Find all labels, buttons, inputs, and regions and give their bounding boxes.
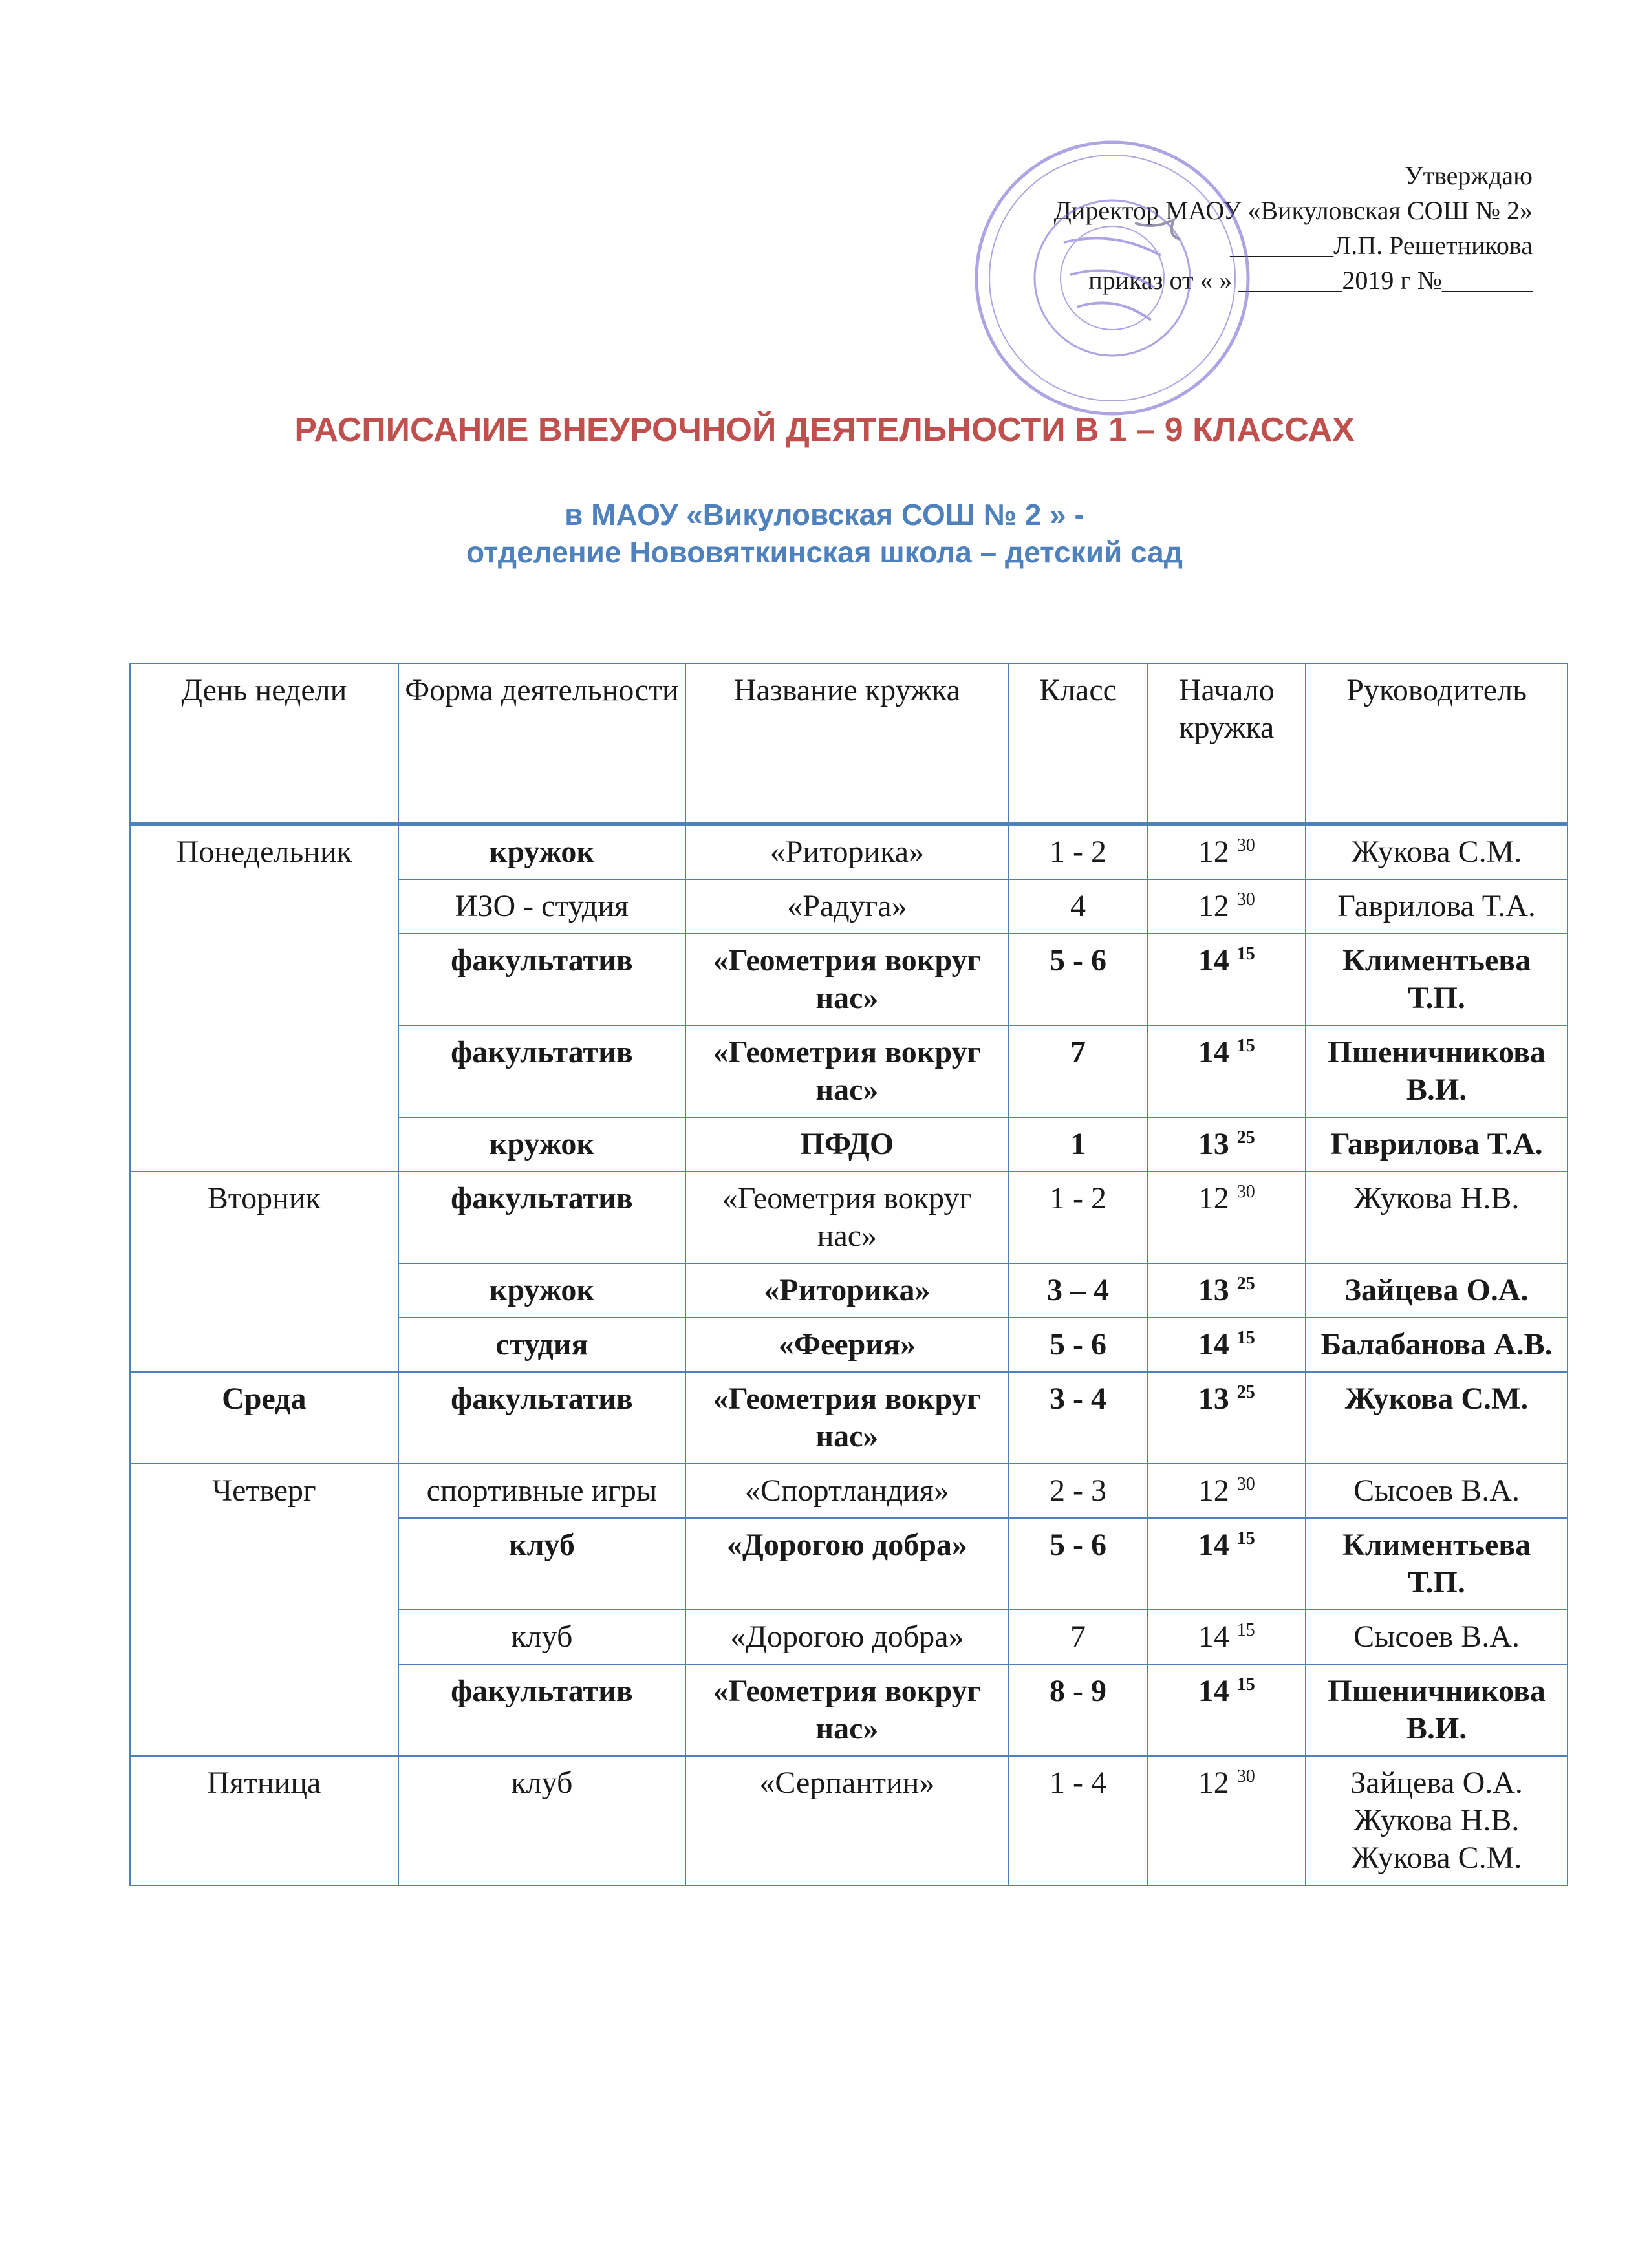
start-cell <box>1147 824 1306 879</box>
leader-cell <box>1306 1756 1568 1885</box>
start-cell <box>1147 1117 1306 1171</box>
form-cell: факультатив <box>398 1025 686 1117</box>
start-cell <box>1147 879 1306 934</box>
leader-line: Зайцева О.А. <box>1350 1766 1523 1800</box>
start-cell <box>1147 1756 1306 1885</box>
name-cell: «Дорогою добра» <box>685 1518 1008 1610</box>
start-minute: 15 <box>1236 1528 1255 1548</box>
form-cell: клуб <box>398 1518 686 1610</box>
start-cell <box>1147 934 1306 1025</box>
approval-line-2: Директор МАОУ «Викуловская СОШ № 2» <box>1053 196 1533 225</box>
table-row <box>130 1372 1568 1464</box>
start-hour: 13 <box>1198 1273 1229 1307</box>
start-cell <box>1147 1664 1306 1756</box>
name-cell: «Феерия» <box>685 1318 1008 1372</box>
start-minute: 25 <box>1236 1128 1255 1148</box>
page-title: РАСПИСАНИЕ ВНЕУРОЧНОЙ ДЕЯТЕЛЬНОСТИ В 1 – 9 КЛАССАХ <box>294 411 1355 449</box>
leader-cell: Климентьева Т.П. <box>1306 1518 1568 1610</box>
leader-cell: Сысоев В.А. <box>1306 1464 1568 1518</box>
class-cell: 7 <box>1009 1610 1148 1664</box>
form-cell: ИЗО - студия <box>398 879 686 934</box>
leader-cell: Зайцева О.А. <box>1306 1263 1568 1318</box>
header-leader: Руководитель <box>1306 663 1568 824</box>
start-hour: 14 <box>1198 1674 1229 1708</box>
start-hour: 12 <box>1198 1181 1229 1215</box>
start-hour: 12 <box>1198 889 1229 923</box>
day-cell: Вторник <box>130 1171 398 1372</box>
form-cell: факультатив <box>398 934 686 1025</box>
class-cell: 2 - 3 <box>1009 1464 1148 1518</box>
start-hour: 14 <box>1198 1035 1229 1069</box>
class-cell: 3 – 4 <box>1009 1263 1148 1318</box>
start-hour: 13 <box>1198 1382 1229 1416</box>
class-cell: 1 - 4 <box>1009 1756 1148 1885</box>
header-start: Начало кружка <box>1147 663 1306 824</box>
form-cell: кружок <box>398 824 686 879</box>
class-cell: 5 - 6 <box>1009 1518 1148 1610</box>
table-row <box>130 1171 1568 1263</box>
leader-cell: Гаврилова Т.А. <box>1306 879 1568 934</box>
name-cell: «Геометрия вокруг нас» <box>685 1171 1008 1263</box>
day-cell: Среда <box>130 1372 398 1464</box>
schedule-table <box>129 663 1568 1886</box>
start-cell <box>1147 1318 1306 1372</box>
start-minute: 25 <box>1236 1274 1255 1294</box>
start-minute: 30 <box>1236 1474 1255 1494</box>
start-cell <box>1147 1372 1306 1464</box>
subtitle-line-1: в МАОУ «Викуловская СОШ № 2 » - <box>565 498 1084 531</box>
name-cell: «Геометрия вокруг нас» <box>685 1025 1008 1117</box>
start-cell <box>1147 1518 1306 1610</box>
form-cell: клуб <box>398 1610 686 1664</box>
table-row <box>130 1464 1568 1518</box>
start-hour: 13 <box>1198 1127 1229 1161</box>
name-cell: ПФДО <box>685 1117 1008 1171</box>
name-cell: «Геометрия вокруг нас» <box>685 934 1008 1025</box>
form-cell: спортивные игры <box>398 1464 686 1518</box>
leader-line: Жукова С.М. <box>1351 1841 1522 1875</box>
name-cell: «Дорогою добра» <box>685 1610 1008 1664</box>
start-minute: 15 <box>1236 1328 1255 1348</box>
header-class: Класс <box>1009 663 1148 824</box>
start-minute: 15 <box>1236 1674 1255 1695</box>
name-cell: «Радуга» <box>685 879 1008 934</box>
form-cell: студия <box>398 1318 686 1372</box>
start-hour: 12 <box>1198 1473 1229 1508</box>
name-cell: «Риторика» <box>685 824 1008 879</box>
leader-cell: Пшеничникова В.И. <box>1306 1664 1568 1756</box>
leader-cell: Жукова Н.В. <box>1306 1171 1568 1263</box>
start-minute: 25 <box>1236 1382 1255 1402</box>
start-minute: 30 <box>1236 1766 1255 1786</box>
approval-line-1: Утверждаю <box>1405 161 1533 190</box>
form-cell: факультатив <box>398 1372 686 1464</box>
class-cell: 8 - 9 <box>1009 1664 1148 1756</box>
class-cell: 1 <box>1009 1117 1148 1171</box>
class-cell: 4 <box>1009 879 1148 934</box>
table-row <box>130 824 1568 879</box>
start-minute: 15 <box>1236 1620 1255 1640</box>
name-cell: «Серпантин» <box>685 1756 1008 1885</box>
start-cell <box>1147 1263 1306 1318</box>
class-cell: 1 - 2 <box>1009 1171 1148 1263</box>
class-cell: 7 <box>1009 1025 1148 1117</box>
leader-cell: Жукова С.М. <box>1306 824 1568 879</box>
leader-cell: Жукова С.М. <box>1306 1372 1568 1464</box>
leader-cell: Климентьева Т.П. <box>1306 934 1568 1025</box>
start-hour: 14 <box>1198 1327 1229 1362</box>
form-cell: факультатив <box>398 1171 686 1263</box>
start-cell <box>1147 1025 1306 1117</box>
start-hour: 14 <box>1198 1528 1229 1562</box>
header-form: Форма деятельности <box>398 663 686 824</box>
class-cell: 1 - 2 <box>1009 824 1148 879</box>
leader-line: Жукова Н.В. <box>1353 1803 1520 1837</box>
official-seal-icon <box>967 133 1258 423</box>
start-minute: 30 <box>1236 890 1255 910</box>
table-row <box>130 1756 1568 1885</box>
start-cell <box>1147 1171 1306 1263</box>
start-cell <box>1147 1610 1306 1664</box>
approval-line-4: приказ от « » ________2019 г №_______ <box>1088 266 1533 295</box>
start-hour: 12 <box>1198 1766 1229 1800</box>
form-cell: факультатив <box>398 1664 686 1756</box>
start-minute: 30 <box>1236 1182 1255 1202</box>
day-cell: Пятница <box>130 1756 398 1885</box>
class-cell: 5 - 6 <box>1009 1318 1148 1372</box>
name-cell: «Спортландия» <box>685 1464 1008 1518</box>
leader-cell: Балабанова А.В. <box>1306 1318 1568 1372</box>
start-minute: 30 <box>1236 835 1255 855</box>
start-minute: 15 <box>1236 944 1255 964</box>
start-hour: 14 <box>1198 943 1229 978</box>
name-cell: «Геометрия вокруг нас» <box>685 1372 1008 1464</box>
start-hour: 12 <box>1198 835 1229 869</box>
class-cell: 3 - 4 <box>1009 1372 1148 1464</box>
form-cell: кружок <box>398 1117 686 1171</box>
leader-cell: Гаврилова Т.А. <box>1306 1117 1568 1171</box>
leader-cell: Пшеничникова В.И. <box>1306 1025 1568 1117</box>
form-cell: клуб <box>398 1756 686 1885</box>
header-name: Название кружка <box>685 663 1008 824</box>
start-hour: 14 <box>1198 1620 1229 1654</box>
form-cell: кружок <box>398 1263 686 1318</box>
name-cell: «Геометрия вокруг нас» <box>685 1664 1008 1756</box>
subtitle-line-2: отделение Нововяткинская школа – детский сад <box>466 535 1183 569</box>
name-cell: «Риторика» <box>685 1263 1008 1318</box>
header-day: День недели <box>130 663 398 824</box>
start-minute: 15 <box>1236 1036 1255 1056</box>
day-cell: Понедельник <box>130 824 398 1171</box>
start-cell <box>1147 1464 1306 1518</box>
leader-cell: Сысоев В.А. <box>1306 1610 1568 1664</box>
approval-line-3: ________Л.П. Решетникова <box>1230 231 1533 260</box>
class-cell: 5 - 6 <box>1009 934 1148 1025</box>
table-header-row <box>130 663 1568 824</box>
day-cell: Четверг <box>130 1464 398 1756</box>
